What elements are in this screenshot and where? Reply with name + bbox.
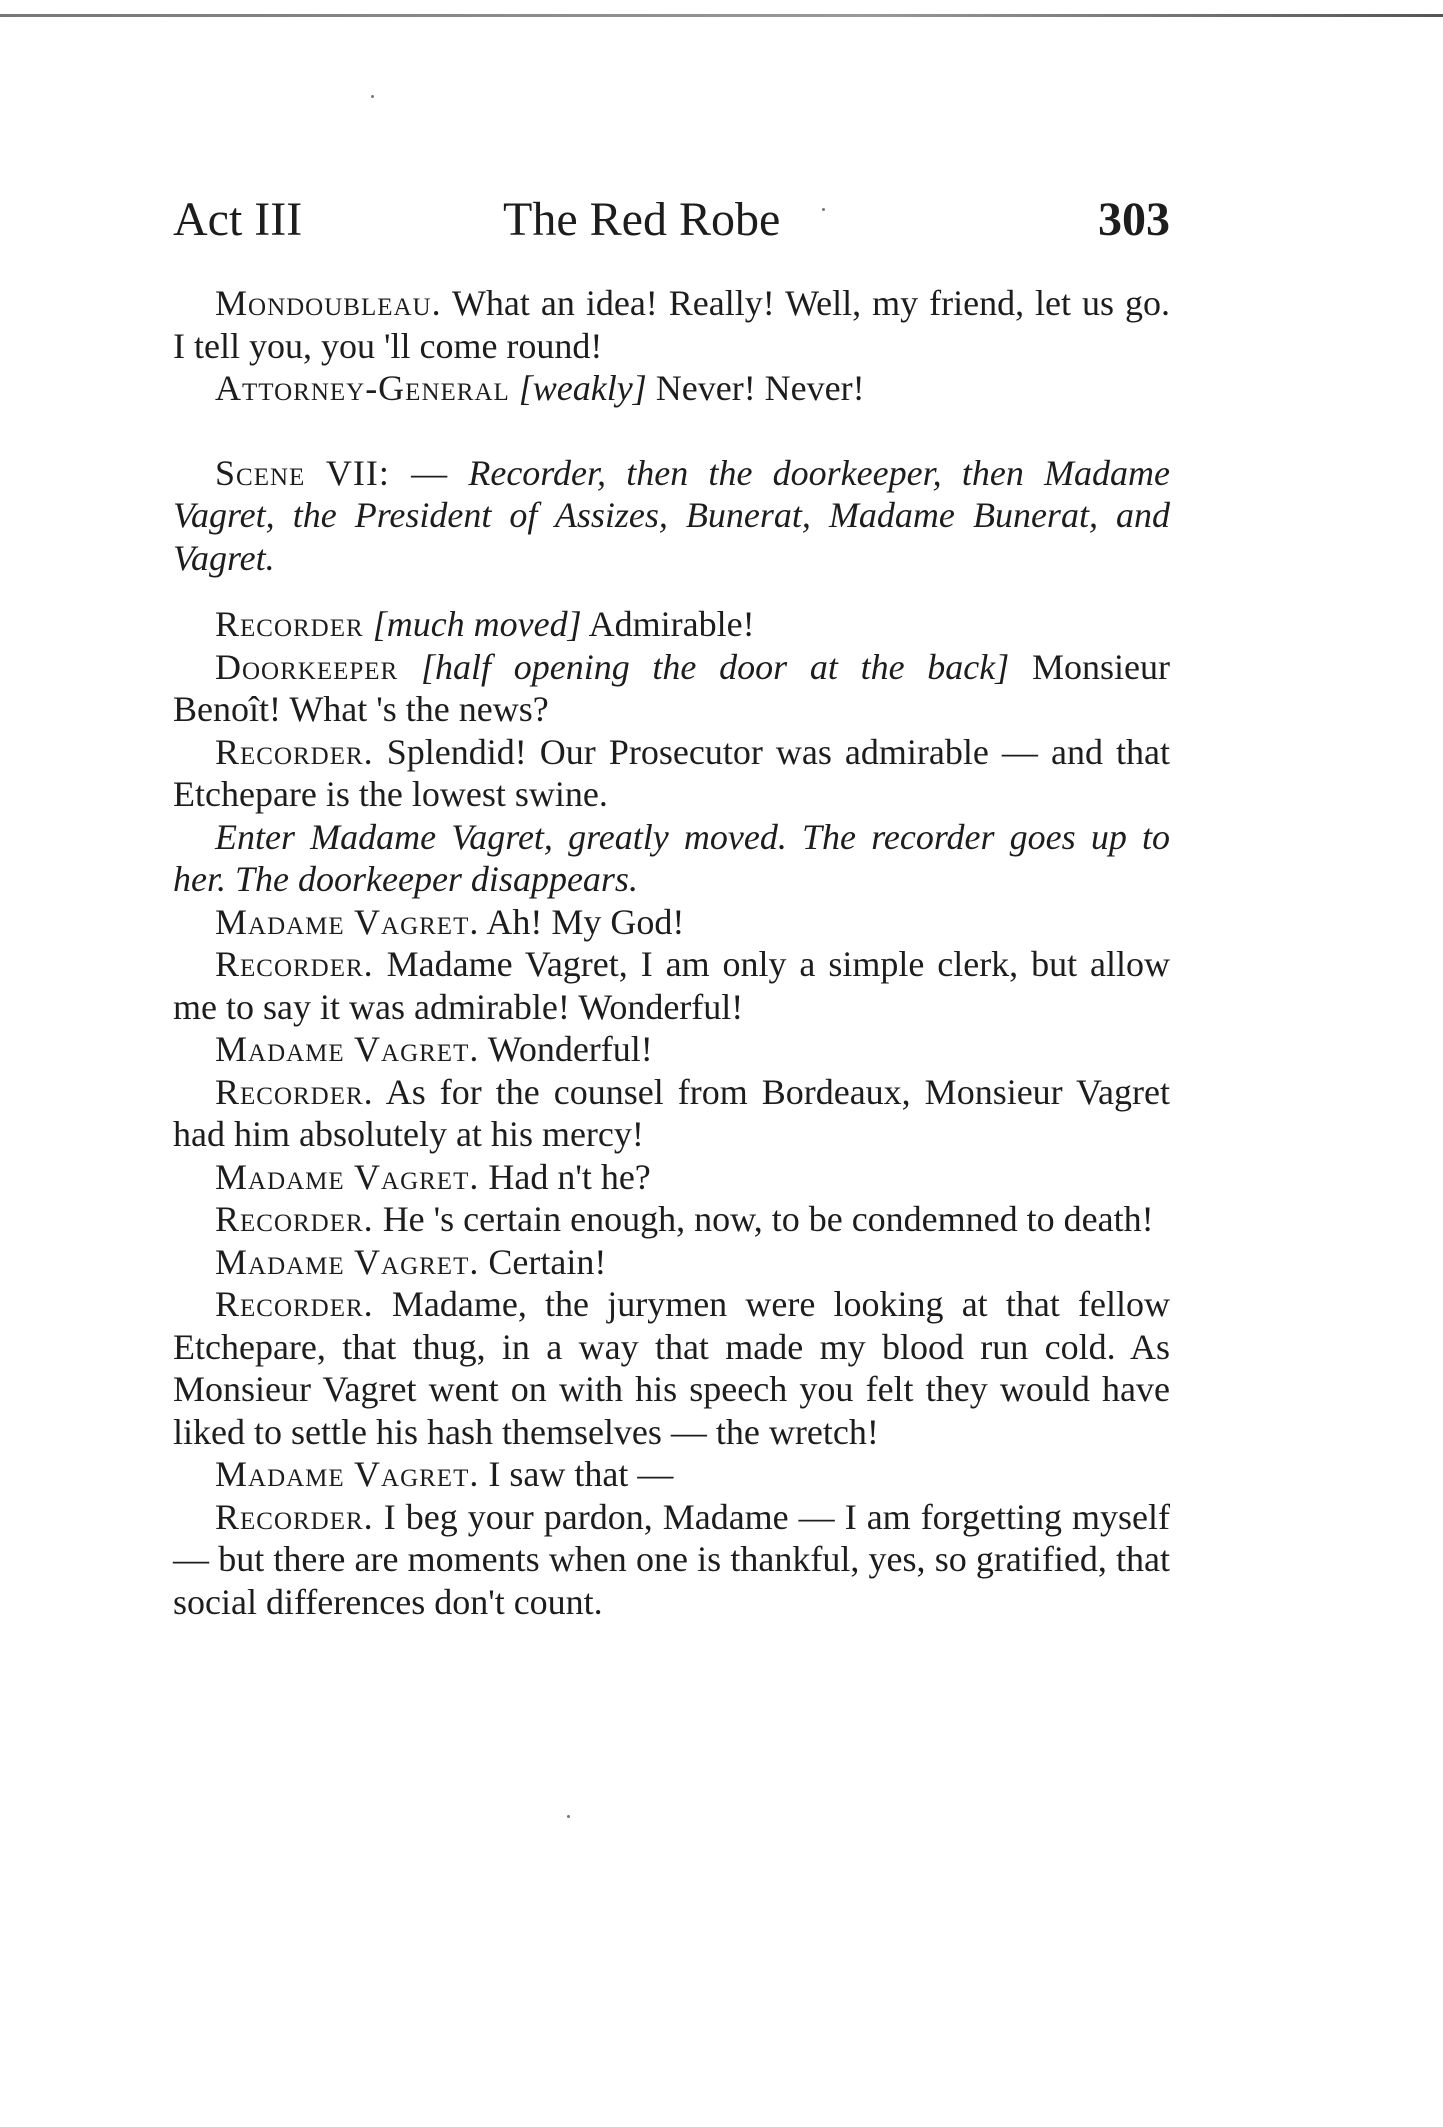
speaker-name: Recorder. xyxy=(215,944,374,984)
speech xyxy=(173,1241,1170,1284)
speech xyxy=(173,901,1170,944)
speck xyxy=(567,1815,570,1818)
speaker-name: Madame Vagret. xyxy=(215,1454,480,1494)
scene-label: Scene VII: — xyxy=(215,452,449,493)
speaker-name: Recorder. xyxy=(215,1496,374,1537)
speech-text: Had n't he? xyxy=(488,1156,651,1197)
stage-direction: [weakly] xyxy=(518,368,647,408)
speech xyxy=(173,1156,1170,1199)
stage-direction: [much moved] xyxy=(372,604,582,644)
speech xyxy=(173,731,1170,816)
speech-text: As for the counsel from Bordeaux, Monsieur Vagret had him absolutely at his mercy! xyxy=(173,1071,1170,1154)
running-header xyxy=(173,192,1170,262)
page-number: 303 xyxy=(1098,193,1170,246)
speech-text: Madame Vagret, I am only a simple clerk, but allow me to say it was admirable! Wonderful! xyxy=(173,944,1171,1027)
speech xyxy=(173,1198,1170,1241)
speech-text: Admirable! xyxy=(588,604,755,644)
speech xyxy=(173,1283,1170,1453)
speech xyxy=(173,646,1170,731)
stage-direction-paragraph: Enter Madame Vagret, greatly moved. The recorder goes up to her. The doorkeeper disappears. xyxy=(173,816,1170,899)
speaker-name: Madame Vagret. xyxy=(215,1029,480,1069)
speaker-name: Recorder. xyxy=(215,1284,374,1324)
scene-heading xyxy=(173,452,1170,580)
top-rule xyxy=(0,14,1443,17)
speaker-name: Doorkeeper xyxy=(215,646,399,687)
speck xyxy=(371,95,374,98)
speech xyxy=(173,1453,1170,1496)
act-label: Act III xyxy=(173,193,303,246)
speech-text: I beg your pardon, Madame — I am forgetting myself — but there are moments when one is thankful, yes, so gratified, that social differences don't count. xyxy=(173,1496,1171,1622)
speaker-name: Madame Vagret. xyxy=(215,1156,480,1197)
speaker-name: Mondoubleau. xyxy=(215,283,442,323)
speech-text: Monsieur Benoît! What 's the news? xyxy=(173,646,1171,729)
speech-text: He 's certain enough, now, to be condemned to death! xyxy=(382,1199,1154,1239)
speech xyxy=(173,1496,1170,1624)
speech xyxy=(173,603,1170,646)
book-title: The Red Robe xyxy=(503,193,781,246)
speech-text: Wonderful! xyxy=(487,1029,653,1069)
speaker-name: Attorney-General xyxy=(215,368,510,408)
speech xyxy=(173,1028,1170,1071)
speaker-name: Recorder. xyxy=(215,731,374,772)
speaker-name: Madame Vagret. xyxy=(215,1241,480,1282)
speaker-name: Recorder. xyxy=(215,1071,374,1112)
speech xyxy=(173,943,1170,1028)
speech xyxy=(173,282,1170,367)
scene-characters: Recorder, then the doorkeeper, then Madame Vagret, the President of Assizes, Bunerat, Madame Bunerat, and Vagret. xyxy=(173,452,1171,578)
speech-text: Splendid! Our Prosecutor was admirable — and that Etchepare is the lowest swine. xyxy=(173,731,1170,814)
speech-text: Ah! My God! xyxy=(486,901,685,942)
speech-text: Never! Never! xyxy=(655,368,865,408)
speaker-name: Recorder xyxy=(215,604,364,644)
stage-direction: [half opening the door at the back] xyxy=(420,646,1010,687)
play-text xyxy=(173,282,1170,1623)
speaker-name: Recorder. xyxy=(215,1199,374,1239)
speech-text: I saw that — xyxy=(488,1454,674,1494)
speech-text: What an idea! Really! Well, my friend, let us go. I tell you, you 'll come round! xyxy=(173,283,1170,366)
speech xyxy=(173,1071,1170,1156)
speech-text: Certain! xyxy=(488,1241,607,1282)
speech-text: Madame, the jurymen were looking at that fellow Etchepare, that thug, in a way that made my blood run cold. As Monsieur Vagret went on with his speech you felt they would have liked to settle his hash themselves — the wretch! xyxy=(173,1284,1171,1452)
speech xyxy=(173,367,1170,410)
speaker-name: Madame Vagret. xyxy=(215,901,480,942)
